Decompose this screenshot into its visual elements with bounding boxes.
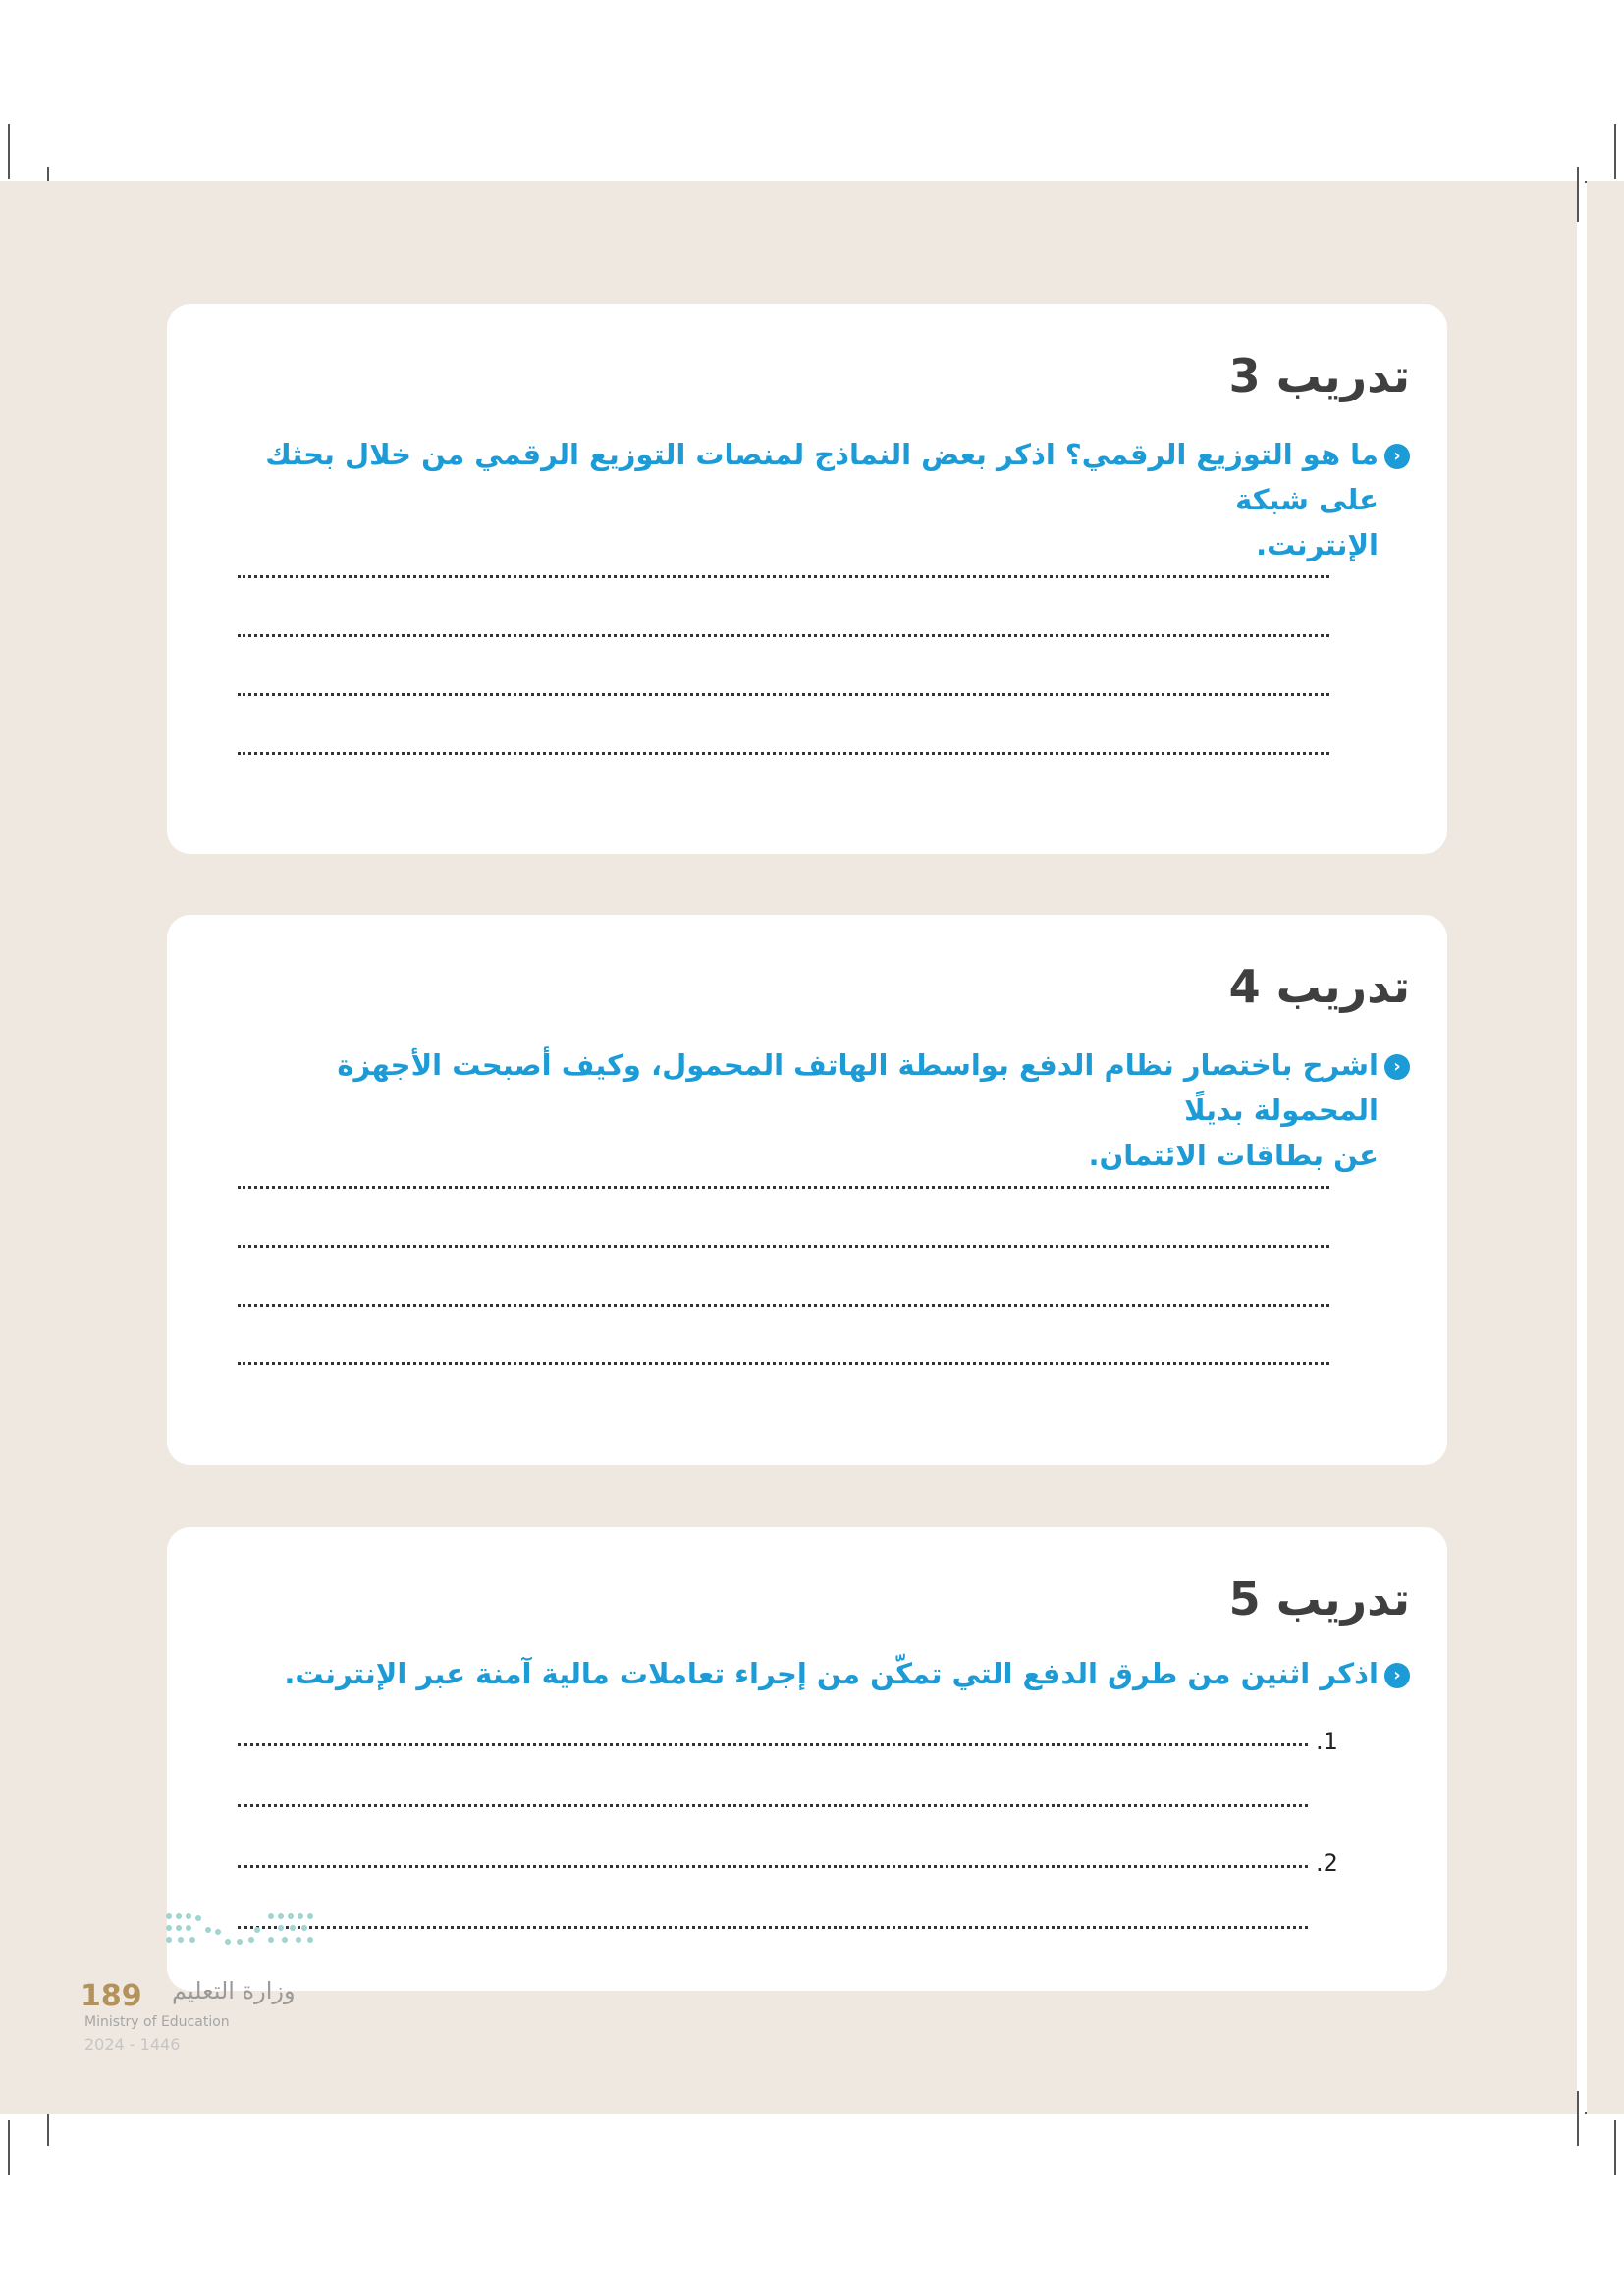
page-number: 189 xyxy=(81,1979,142,2013)
answer-line[interactable] xyxy=(238,634,1329,637)
chevron-right-circle-icon: › xyxy=(1384,444,1410,469)
exercise-card-5 xyxy=(167,1527,1447,1991)
answer-line[interactable] xyxy=(238,1926,1308,1929)
edition-year: 2024 - 1446 xyxy=(84,2035,181,2054)
exercise-question xyxy=(236,432,1379,567)
answer-line[interactable] xyxy=(238,1245,1329,1248)
crop-mark xyxy=(1614,2120,1616,2175)
crop-mark xyxy=(8,2120,10,2175)
ministry-name-ar: وزارة التعليم xyxy=(172,1977,296,2004)
exercise-card-3 xyxy=(167,304,1447,854)
chevron-right-circle-icon: › xyxy=(1384,1663,1410,1688)
exercise-question xyxy=(236,1651,1379,1696)
exercise-question xyxy=(236,1042,1379,1178)
ministry-logo-icon xyxy=(163,1910,320,1953)
question-line: عن بطاقات الائتمان. xyxy=(1088,1139,1379,1172)
page-side-strip xyxy=(1587,181,1624,2114)
crop-mark xyxy=(1614,124,1616,179)
answer-line[interactable] xyxy=(238,1743,1308,1746)
exercise-title: تدريب 3 xyxy=(1228,349,1410,402)
answer-line[interactable] xyxy=(238,752,1329,755)
answer-line[interactable] xyxy=(238,1865,1308,1868)
answer-line[interactable] xyxy=(238,1186,1329,1189)
answer-line[interactable] xyxy=(238,1304,1329,1307)
question-line: الإنترنت. xyxy=(1256,528,1379,561)
exercise-title: تدريب 4 xyxy=(1228,960,1410,1013)
exercise-title: تدريب 5 xyxy=(1228,1573,1410,1626)
answer-line[interactable] xyxy=(238,575,1329,578)
answer-line[interactable] xyxy=(238,1362,1329,1365)
answer-line[interactable] xyxy=(238,693,1329,696)
crop-mark xyxy=(8,124,10,179)
ministry-name-en: Ministry of Education xyxy=(84,2014,230,2030)
question-line: اذكر اثنين من طرق الدفع التي تمكّن من إجراء تعاملات مالية آمنة عبر الإنترنت. xyxy=(284,1657,1379,1690)
crop-mark xyxy=(1577,167,1579,222)
answer-line[interactable] xyxy=(238,1804,1308,1807)
crop-mark xyxy=(1577,2091,1579,2146)
list-number: .1 xyxy=(1316,1728,1338,1755)
list-number: .2 xyxy=(1316,1849,1338,1877)
chevron-right-circle-icon: › xyxy=(1384,1054,1410,1080)
question-line: ما هو التوزيع الرقمي؟ اذكر بعض النماذج لمنصات التوزيع الرقمي من خلال بحثك على شبكة xyxy=(265,438,1379,516)
question-line: اشرح باختصار نظام الدفع بواسطة الهاتف المحمول، وكيف أصبحت الأجهزة المحمولة بديلًا xyxy=(337,1048,1379,1127)
exercise-card-4 xyxy=(167,915,1447,1465)
